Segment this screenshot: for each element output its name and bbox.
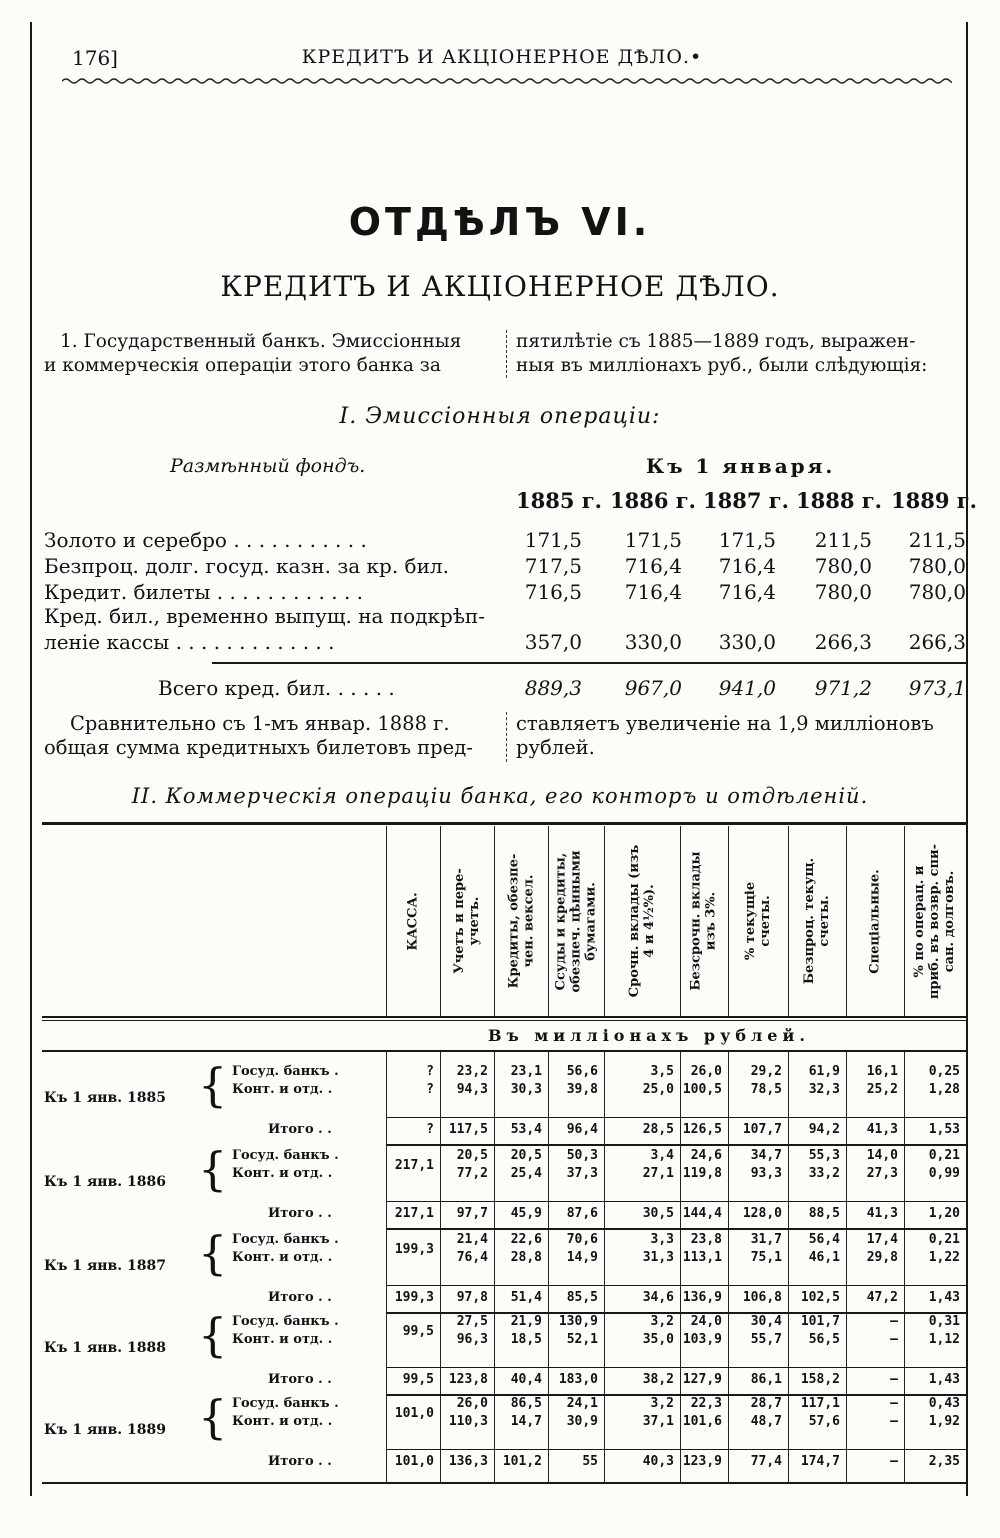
column-line [440,826,441,1016]
fund-value: 716,4 [624,554,682,578]
cell-value: 30,4 [750,1314,782,1329]
total-row-label: Итого . . [268,1454,332,1469]
header-bottom-rule-2 [42,1020,966,1021]
cell-value: 86,5 [510,1396,542,1411]
running-head [62,42,942,72]
year-header: 1886 г. [610,488,696,513]
fund-value: 171,5 [524,528,582,552]
fund-value: 780,0 [814,580,872,604]
cell-value: 30,9 [566,1414,598,1429]
total-row-label: Итого . . [268,1290,332,1305]
cell-value: 35,0 [642,1332,674,1347]
column-header-label: Учетъ и пере- учетъ. [452,868,483,974]
cell-value: 93,3 [750,1166,782,1181]
cell-value: 101,0 [394,1406,434,1421]
cell-value: 96,3 [456,1332,488,1347]
group-brace-icon: { [198,1058,228,1112]
cell-value: 76,4 [456,1250,488,1265]
fund-value: 780,0 [908,580,966,604]
year-header: 1887 г. [703,488,789,513]
group-label: Къ 1 янв. 1889 [44,1422,166,1438]
cell-value: ? [426,1082,434,1097]
group-brace-icon: { [198,1226,228,1280]
column-separator [506,712,508,762]
row-label: Госуд. банкъ . [232,1148,339,1163]
column-header-label: Срочн. вклады (изъ 4 и 4½%). [627,844,658,998]
total-cell-value: 217,1 [394,1206,434,1221]
cell-value: 1,12 [928,1332,960,1347]
cell-value: ? [426,1064,434,1079]
fund-value: 266,3 [814,630,872,654]
fund-value: 716,4 [718,580,776,604]
cell-value: 24,6 [690,1148,722,1163]
total-cell-value: 126,5 [682,1122,722,1137]
fund-value: 330,0 [624,630,682,654]
total-cell-value: 158,2 [800,1372,840,1387]
cell-value: 1,28 [928,1082,960,1097]
cell-value: 31,7 [750,1232,782,1247]
total-cell-value: 174,7 [800,1454,840,1469]
total-cell-value: 101,2 [502,1454,542,1469]
date-label: Къ 1 января. [646,454,836,478]
group-separator-rule [386,1144,966,1146]
cell-value: 16,1 [866,1064,898,1079]
cell-value: 24,1 [566,1396,598,1411]
group-label: Къ 1 янв. 1886 [44,1174,166,1190]
fund-value: 780,0 [814,554,872,578]
total-value: 971,2 [814,676,872,700]
subtotal-rule [386,1449,966,1450]
column-header-label: % текущіе счеты. [743,881,774,961]
total-cell-value: 85,5 [566,1290,598,1305]
cell-value: 30,3 [510,1082,542,1097]
cell-value: 99,5 [402,1324,434,1339]
total-row-label: Итого . . [268,1372,332,1387]
total-cell-value: 144,4 [682,1206,722,1221]
column-header [904,826,966,1016]
subtotal-rule [386,1201,966,1202]
total-cell-value: 117,5 [448,1122,488,1137]
emission-caption: I. Эмиссіонныя операціи: [339,404,661,429]
fund-value: 266,3 [908,630,966,654]
column-line [604,826,605,1016]
fund-value: 330,0 [718,630,776,654]
cell-value: 21,4 [456,1232,488,1247]
fund-value: 716,4 [624,580,682,604]
column-line [846,826,847,1016]
total-cell-value: 77,4 [750,1454,782,1469]
cell-value: 20,5 [510,1148,542,1163]
total-cell-value: 41,3 [866,1206,898,1221]
row-label: Госуд. банкъ . [232,1064,339,1079]
cell-value: 199,3 [394,1242,434,1257]
cell-value: 27,5 [456,1314,488,1329]
fund-value: 211,5 [908,528,966,552]
running-title: КРЕДИТЪ И АКЦІОНЕРНОЕ ДѢЛО.• [301,46,703,68]
cell-value: 56,5 [808,1332,840,1347]
row-label: Госуд. банкъ . [232,1232,339,1247]
fund-value: 357,0 [524,630,582,654]
unit-label: Въ милліонахъ рублей. [488,1026,810,1045]
column-header-label: Безсрочн. вклады изъ 3%. [689,851,720,991]
fund-label: Размѣнный фондъ. [170,455,366,477]
cell-value: 23,1 [510,1064,542,1079]
cell-value: 25,2 [866,1082,898,1097]
column-header [386,826,440,1016]
cell-value: 50,3 [566,1148,598,1163]
comparison-right-line-1: ставляетъ увеличеніе на 1,9 милліоновъ [516,712,934,735]
row-label: Госуд. банкъ . [232,1396,339,1411]
total-cell-value: 55 [582,1454,598,1469]
cell-value: 26,0 [690,1064,722,1079]
column-header-label: % по операц. и приб. въ возвр. спи- сан. долговъ. [912,843,958,999]
cell-value: 14,7 [510,1414,542,1429]
total-value: 973,1 [908,676,966,700]
header-bottom-rule [42,1016,966,1018]
fund-value: 211,5 [814,528,872,552]
row-label: Конт. и отд. . [232,1082,333,1097]
cell-value: 113,1 [682,1250,722,1265]
intro-left-line-2: и коммерческія операціи этого банка за [44,355,441,376]
total-cell-value: 97,7 [456,1206,488,1221]
group-brace-icon: { [198,1142,228,1196]
cell-value: 39,8 [566,1082,598,1097]
column-header [728,826,788,1016]
total-cell-value: 1,20 [928,1206,960,1221]
total-cell-value: 94,2 [808,1122,840,1137]
total-cell-value: 123,8 [448,1372,488,1387]
total-cell-value: 183,0 [558,1372,598,1387]
total-cell-value: 128,0 [742,1206,782,1221]
column-header [494,826,548,1016]
cell-value: 52,1 [566,1332,598,1347]
cell-value: 130,9 [558,1314,598,1329]
total-cell-value: 87,6 [566,1206,598,1221]
table-bottom-rule [42,1482,966,1484]
total-cell-value: ? [426,1122,434,1137]
cell-value: 101,7 [800,1314,840,1329]
column-line [494,826,495,1016]
cell-value: 37,3 [566,1166,598,1181]
total-cell-value: 40,4 [510,1372,542,1387]
total-cell-value: 1,53 [928,1122,960,1137]
cell-value: 22,6 [510,1232,542,1247]
cell-value: 22,3 [690,1396,722,1411]
cell-value: 18,5 [510,1332,542,1347]
fund-value: 780,0 [908,554,966,578]
subtotal-rule [386,1285,966,1286]
column-header [680,826,728,1016]
total-value: 941,0 [718,676,776,700]
row-label: Конт. и отд. . [232,1332,333,1347]
cell-value: 27,3 [866,1166,898,1181]
total-value: 967,0 [624,676,682,700]
row-label: Конт. и отд. . [232,1250,333,1265]
cell-value: 3,4 [650,1148,674,1163]
cell-value: 48,7 [750,1414,782,1429]
cell-value: 55,7 [750,1332,782,1347]
cell-value: 46,1 [808,1250,840,1265]
cell-value: 23,2 [456,1064,488,1079]
page-number: 176] [72,46,118,70]
cell-value: 217,1 [394,1158,434,1173]
cell-value: 14,0 [866,1148,898,1163]
comparison-right-line-2: рублей. [516,736,595,759]
total-cell-value: 96,4 [566,1122,598,1137]
total-cell-value: 34,6 [642,1290,674,1305]
cell-value: 31,3 [642,1250,674,1265]
total-cell-value: 86,1 [750,1372,782,1387]
cell-value: 94,3 [456,1082,488,1097]
group-separator-rule [386,1228,966,1230]
column-separator [506,330,508,378]
cell-value: 34,7 [750,1148,782,1163]
cell-value: 100,5 [682,1082,722,1097]
cell-value: 78,5 [750,1082,782,1097]
cell-value: 3,2 [650,1314,674,1329]
cell-value: — [890,1414,898,1429]
group-label: Къ 1 янв. 1888 [44,1340,166,1356]
total-cell-value: 97,8 [456,1290,488,1305]
total-value: 889,3 [524,676,582,700]
cell-value: 57,6 [808,1414,840,1429]
cell-value: 37,1 [642,1414,674,1429]
total-cell-value: 2,35 [928,1454,960,1469]
column-header-label: КАССА. [405,891,421,951]
total-cell-value: 30,5 [642,1206,674,1221]
row-label: Конт. и отд. . [232,1166,333,1181]
cell-value: 29,8 [866,1250,898,1265]
cell-value: 27,1 [642,1166,674,1181]
group-label: Къ 1 янв. 1885 [44,1090,166,1106]
fund-value: 716,4 [718,554,776,578]
column-line [548,826,549,1016]
fund-row-label: Золото и серебро . . . . . . . . . . . [44,528,367,552]
total-cell-value: 136,3 [448,1454,488,1469]
total-cell-value: 28,5 [642,1122,674,1137]
ornamental-wavy-rule [62,76,952,86]
cell-value: — [890,1314,898,1329]
fund-row-label-cont: леніе кассы . . . . . . . . . . . . . [44,630,335,654]
row-label: Конт. и отд. . [232,1414,333,1429]
cell-value: 77,2 [456,1166,488,1181]
cell-value: 3,5 [650,1064,674,1079]
comparison-left-line-2: общая сумма кредитныхъ билетовъ пред- [44,736,473,759]
cell-value: 26,0 [456,1396,488,1411]
cell-value: 110,3 [448,1414,488,1429]
total-cell-value: 1,43 [928,1372,960,1387]
group-label: Къ 1 янв. 1887 [44,1258,166,1274]
column-line [386,826,387,1016]
column-line [788,826,789,1016]
total-cell-value: 88,5 [808,1206,840,1221]
cell-value: 28,8 [510,1250,542,1265]
cell-value: 20,5 [456,1148,488,1163]
total-cell-value: 47,2 [866,1290,898,1305]
column-header [440,826,494,1016]
total-cell-value: — [890,1454,898,1469]
column-line [904,826,905,1016]
fund-row-label: Кредит. билеты . . . . . . . . . . . . [44,580,364,604]
fund-value: 717,5 [524,554,582,578]
cell-value: 23,8 [690,1232,722,1247]
column-header [548,826,604,1016]
fund-value: 171,5 [624,528,682,552]
column-header-label: Спеціальные. [867,868,883,974]
cell-value: 0,31 [928,1314,960,1329]
column-header-label: Кредиты, обезпе- чен. вексел. [506,853,537,989]
cell-value: 3,2 [650,1396,674,1411]
group-brace-icon: { [198,1308,228,1362]
cell-value: 61,9 [808,1064,840,1079]
total-cell-value: 106,8 [742,1290,782,1305]
group-brace-icon: { [198,1390,228,1444]
cell-value: 25,4 [510,1166,542,1181]
comparison-left-line-1: Сравнительно съ 1-мъ январ. 1888 г. [70,712,450,735]
intro-right-line-2: ныя въ милліонахъ руб., были слѣдующія: [516,355,928,376]
cell-value: 29,2 [750,1064,782,1079]
fund-value: 716,5 [524,580,582,604]
row-label: Госуд. банкъ . [232,1314,339,1329]
column-header [604,826,680,1016]
cell-value: 3,3 [650,1232,674,1247]
total-cell-value: 51,4 [510,1290,542,1305]
total-cell-value: 136,9 [682,1290,722,1305]
cell-value: 0,25 [928,1064,960,1079]
subtotal-rule [386,1367,966,1368]
cell-value: 1,22 [928,1250,960,1265]
total-cell-value: 99,5 [402,1372,434,1387]
total-cell-value: 123,9 [682,1454,722,1469]
intro-right-line-1: пятилѣтіе съ 1885—1889 годъ, выражен- [516,331,916,352]
cell-value: 75,1 [750,1250,782,1265]
cell-value: 1,92 [928,1414,960,1429]
total-rule [212,662,968,664]
column-header [788,826,846,1016]
cell-value: 56,4 [808,1232,840,1247]
cell-value: 28,7 [750,1396,782,1411]
unit-rule [42,1050,966,1052]
section-title: ОТДѢЛЪ VI. [348,200,652,244]
intro-left-line-1: 1. Государственный банкъ. Эмиссіонныя [60,331,462,352]
fund-row-label: Безпроц. долг. госуд. казн. за кр. бил. [44,554,449,578]
total-cell-value: 101,0 [394,1454,434,1469]
cell-value: 55,3 [808,1148,840,1163]
total-cell-value: 38,2 [642,1372,674,1387]
cell-value: 56,6 [566,1064,598,1079]
total-cell-value: 127,9 [682,1372,722,1387]
section-subtitle: КРЕДИТЪ И АКЦІОНЕРНОЕ ДѢЛО. [220,270,780,303]
column-header-label: Безпроц. текущ. счеты. [802,857,832,985]
cell-value: 14,9 [566,1250,598,1265]
cell-value: — [890,1332,898,1347]
column-line [728,826,729,1016]
total-row-label: Итого . . [268,1122,332,1137]
cell-value: 17,4 [866,1232,898,1247]
total-cell-value: 102,5 [800,1290,840,1305]
column-header [846,826,904,1016]
table-top-rule [42,822,966,825]
fund-value: 171,5 [718,528,776,552]
total-label: Всего кред. бил. . . . . . [158,676,395,700]
cell-value: 70,6 [566,1232,598,1247]
cell-value: 0,21 [928,1232,960,1247]
fund-row-label: Кред. бил., временно выпущ. на подкрѣп- [44,604,485,628]
cell-value: 21,9 [510,1314,542,1329]
total-cell-value: 107,7 [742,1122,782,1137]
cell-value: 0,43 [928,1396,960,1411]
cell-value: 0,21 [928,1148,960,1163]
column-line [680,826,681,1016]
column-header-label: Ссуды и кредиты, обезпеч. цѣнными бумагами. [553,849,599,993]
cell-value: — [890,1396,898,1411]
cell-value: 117,1 [800,1396,840,1411]
total-cell-value: 40,3 [642,1454,674,1469]
cell-value: 33,2 [808,1166,840,1181]
total-cell-value: 53,4 [510,1122,542,1137]
commercial-caption: II. Коммерческія операціи банка, его конторъ и отдѣленій. [131,784,869,808]
cell-value: 119,8 [682,1166,722,1181]
total-cell-value: 41,3 [866,1122,898,1137]
total-cell-value: 45,9 [510,1206,542,1221]
cell-value: 103,9 [682,1332,722,1347]
subtotal-rule [386,1117,966,1118]
total-row-label: Итого . . [268,1206,332,1221]
year-header: 1889 г. [891,488,977,513]
cell-value: 25,0 [642,1082,674,1097]
total-cell-value: — [890,1372,898,1387]
total-cell-value: 199,3 [394,1290,434,1305]
cell-value: 101,6 [682,1414,722,1429]
cell-value: 0,99 [928,1166,960,1181]
year-header: 1888 г. [796,488,882,513]
total-cell-value: 1,43 [928,1290,960,1305]
year-header: 1885 г. [516,488,602,513]
cell-value: 32,3 [808,1082,840,1097]
cell-value: 24,0 [690,1314,722,1329]
